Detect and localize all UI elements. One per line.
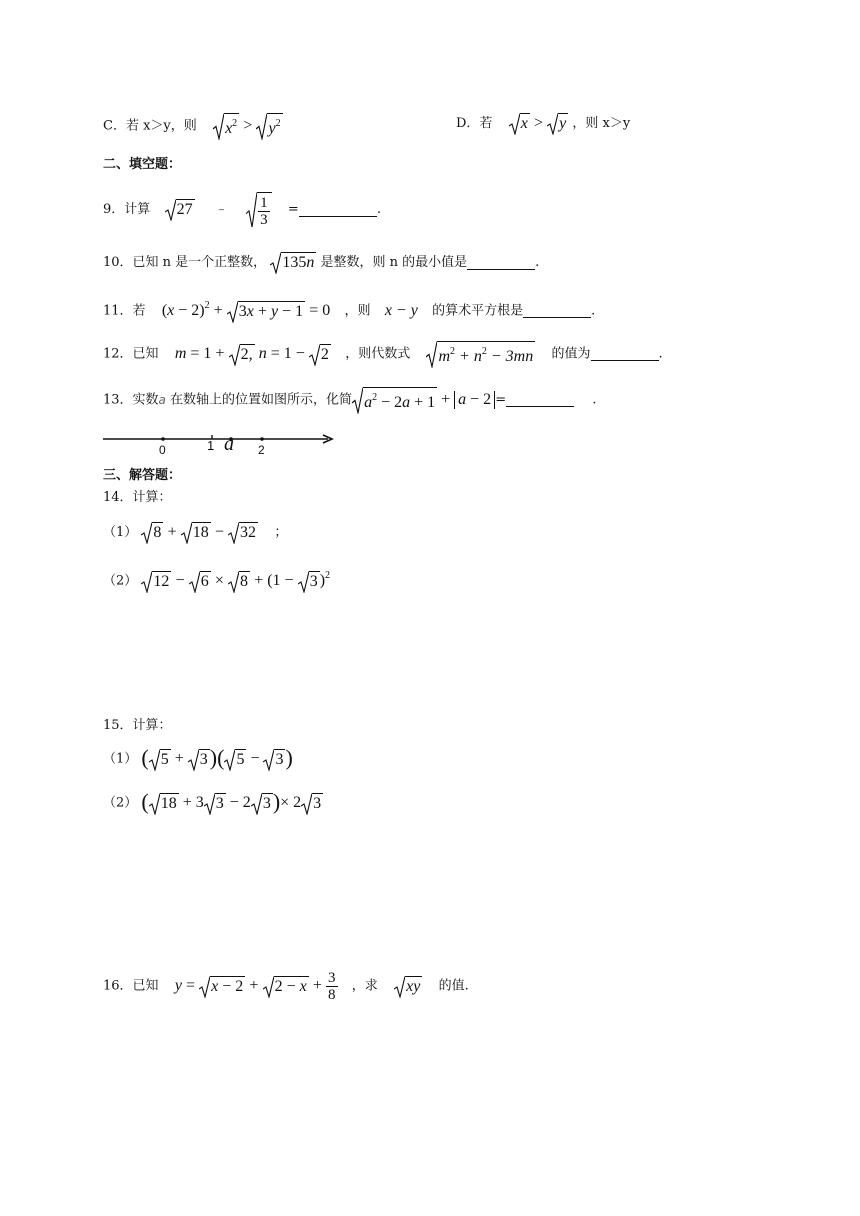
q9-period: . (376, 202, 381, 217)
q12-middle: ，则代数式 (345, 346, 411, 362)
sqrt-m2-n2-3mn: $m^2 + n^2 - 3mn$ (426, 341, 535, 368)
q15-part2-label: （2） (103, 795, 138, 811)
q13-prefix: 13．实数 (103, 392, 159, 408)
sqrt-3-a: 3 (188, 749, 210, 771)
sqrt-3: 3 (298, 571, 320, 593)
sqrt-x-squared: $x^2$ (213, 113, 239, 140)
sqrt-3x-plus-y-minus-1: 3x + y − 1 (227, 301, 305, 323)
tick-2-label: 2 (258, 443, 265, 457)
sqrt-5: 5 (149, 749, 171, 771)
q10-period: . (535, 255, 540, 270)
q9-equals: = (287, 202, 299, 217)
q10-middle: 是整数，则 n 的最小值是 (320, 255, 468, 270)
q9 (103, 192, 381, 228)
q16-middle: ，求 (351, 978, 378, 994)
sqrt-3-e: 3 (301, 793, 323, 815)
sqrt-18: 18 (181, 522, 211, 544)
tick-1-label: 1 (207, 438, 215, 453)
q8-d-conclusion: ，则 x＞y (572, 116, 631, 131)
q11-period: . (591, 303, 596, 319)
q13-period: . (592, 392, 597, 408)
q10-answer-blank[interactable] (467, 255, 535, 270)
q13: 13．实数a 在数轴上的位置如图所示，化简 $a^2 - 2a + 1 + a - 2$ = . (103, 387, 597, 414)
q12-m-def: m = 1 + (174, 345, 225, 362)
sqrt-2: 2, (229, 344, 255, 366)
sqrt-3-c: 3 (204, 793, 226, 815)
q14-title: 14．计算： (103, 490, 172, 505)
q16: 16．已知 y = x − 2 + 2 − x + $\frac{3}{8}$ ，求 xy 的值. (103, 970, 469, 1003)
q11-x-minus-y: x − y (384, 302, 418, 319)
q11-then: ，则 (344, 303, 371, 319)
abs-a-minus-2: a − 2 (454, 391, 495, 409)
sqrt-27: 27 (165, 199, 195, 221)
sqrt-18-b: 18 (149, 793, 179, 815)
q11-answer-blank[interactable] (523, 303, 591, 318)
q14-part2-label: （2） (103, 573, 138, 589)
q8-option-d: D．若 x > y ，则 x＞y (456, 113, 630, 135)
q14-part1: （1） 8 + 18 − 32 ； (103, 522, 287, 544)
tick-0-label: 0 (159, 443, 166, 457)
q16-y-def: y = (174, 977, 195, 994)
q12-post: 的值为 (551, 346, 591, 362)
q12-period: . (658, 346, 663, 362)
q15-title: 15．计算： (103, 718, 172, 733)
sqrt-a2-2a-1: $a^2 - 2a + 1$ (352, 387, 437, 414)
point-a-label: a (224, 433, 234, 455)
q14-part1-semicolon: ； (274, 525, 288, 540)
q11: 11．若 $(x - 2)^2$ + 3x + y − 1 = 0 ，则 x − y 的算术平方根是 . (103, 296, 595, 323)
q11-prefix: 11．若 (103, 303, 146, 319)
q14-part1-label: （1） (103, 525, 138, 540)
sqrt-6: 6 (189, 571, 211, 593)
q10 (103, 252, 539, 274)
sqrt-3-d: 3 (251, 793, 273, 815)
sqrt-x: x (509, 113, 530, 135)
number-line (100, 428, 340, 462)
q9-minus: ﹣ (214, 202, 228, 217)
q13-middle: 在数轴上的位置如图所示，化简 (170, 392, 353, 408)
q12-prefix: 12．已知 (103, 346, 159, 362)
q13-equals: = (495, 392, 507, 408)
sqrt-2-second: 2 (309, 344, 331, 366)
sqrt-one-third (246, 192, 272, 228)
sqrt-8: 8 (141, 522, 163, 544)
q15-part2: （2） ( 18 + 3 3 − 2 3)× 2 3 (103, 789, 322, 814)
sqrt-3-b: 3 (263, 749, 285, 771)
sqrt-5-b: 5 (224, 749, 246, 771)
q9-label: 9．计算 (103, 202, 151, 217)
sqrt-12: 12 (141, 571, 171, 593)
sqrt-32: 32 (228, 522, 258, 544)
sqrt-x-minus-2: x − 2 (199, 976, 245, 998)
q12-n-def: n = 1 − (258, 345, 305, 362)
sqrt-2-minus-x: 2 − x (263, 976, 309, 998)
q8-option-c: C．若 x＞y，则 $x^2$ > $y^2$ (103, 113, 283, 140)
q11-square-term: $(x - 2)^2$ + (161, 300, 223, 319)
q13-answer-blank[interactable] (506, 392, 574, 407)
q8-d-label: D．若 (456, 116, 493, 131)
section-fill-in-title: 二、填空题： (103, 157, 182, 172)
sqrt-y: y (547, 113, 568, 135)
q14-part2: （2） 12 − 6 × 8 + (1 − 3 )$^2$ (103, 566, 330, 593)
q12 (103, 341, 663, 368)
q13-variable-a: a (158, 393, 166, 407)
q10-prefix: 10．已知 n 是一个正整数， (103, 255, 267, 270)
fraction-three-eighths: $\frac{3}{8}$ (328, 970, 336, 1003)
q16-prefix: 16．已知 (103, 978, 159, 994)
sqrt-y-squared: $y^2$ (256, 113, 282, 140)
q9-answer-blank[interactable] (299, 202, 377, 217)
q15-part1-label: （1） (103, 751, 138, 767)
fraction-one-third: $\frac{1}{3}$ (260, 195, 268, 228)
q11-middle: 的算术平方根是 (432, 303, 524, 319)
q12-answer-blank[interactable] (591, 346, 659, 361)
q8-c-condition: x＞y，则 (143, 118, 197, 134)
q15-part1: （1） ( 5 + 3)( 5 − 3) (103, 745, 293, 770)
section-answer-title: 三、解答题： (103, 468, 182, 483)
sqrt-xy: xy (394, 976, 422, 998)
q16-post: 的值. (438, 978, 469, 994)
sqrt-135n: 135n (270, 252, 316, 274)
q8-c-label: C．若 (103, 118, 139, 134)
sqrt-8-second: 8 (228, 571, 250, 593)
